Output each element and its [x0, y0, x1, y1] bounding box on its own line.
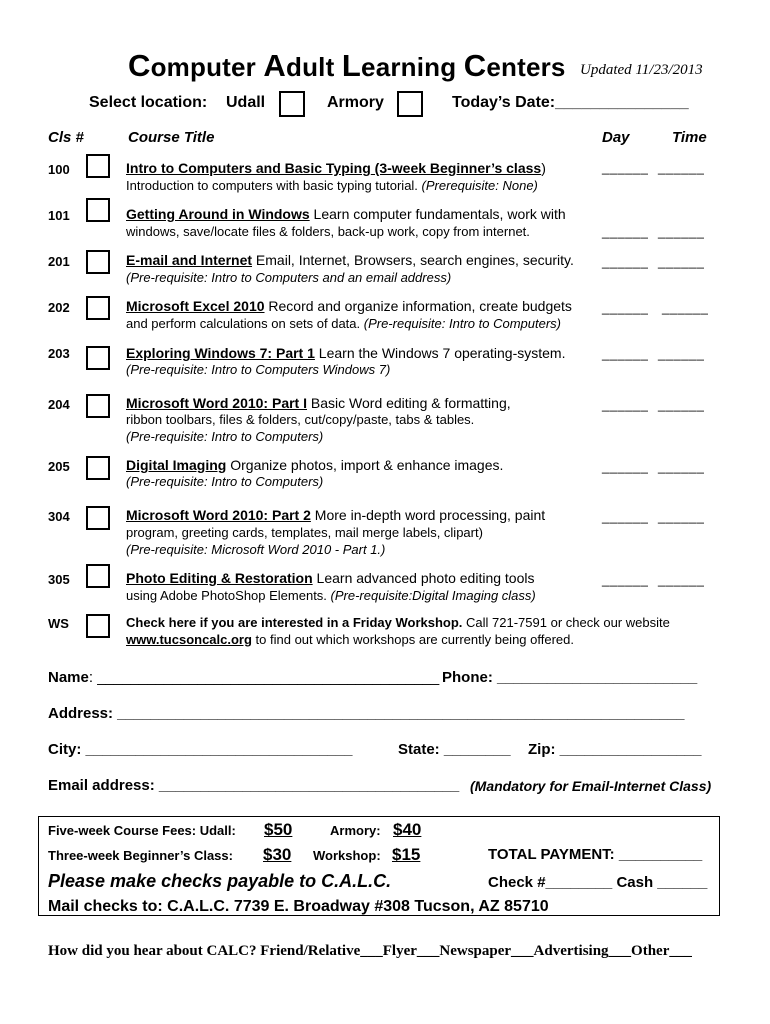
course-text: Learn computer fundamentals, work with — [309, 206, 566, 222]
course-prereq: (Pre-requisite: Intro to Computers) — [126, 429, 324, 444]
course-checkbox[interactable] — [86, 198, 110, 222]
name-field[interactable] — [48, 669, 439, 686]
column-header-day: Day — [602, 129, 630, 146]
course-title: Microsoft Word 2010: Part 2 — [126, 507, 311, 523]
workshop-line2 — [126, 632, 574, 647]
course-text: Learn advanced photo editing tools — [312, 570, 535, 586]
day-field[interactable]: ______ — [602, 397, 649, 412]
mail-address: Mail checks to: C.A.L.C. 7739 E. Broadway #308 Tucson, AZ 85710 — [48, 898, 549, 915]
course-title-line — [126, 160, 546, 176]
website-link[interactable]: www.tucsoncalc.org — [126, 632, 252, 647]
workshop-bold-text: Check here if you are interested in a Friday Workshop. — [126, 615, 463, 630]
course-number: 304 — [48, 509, 70, 524]
total-payment-field[interactable]: TOTAL PAYMENT: __________ — [488, 846, 703, 863]
name-label: Name — [48, 669, 89, 686]
course-prereq: (Pre-requisite: Microsoft Word 2010 - Part 1.) — [126, 542, 386, 557]
course-checkbox[interactable] — [86, 346, 110, 370]
title-rest: omputer — [150, 52, 264, 82]
course-description: ribbon toolbars, files & folders, cut/copy/paste, tabs & tables. — [126, 412, 475, 427]
course-description: windows, save/locate files & folders, back-up work, copy from internet. — [126, 224, 530, 239]
course-description — [126, 316, 561, 331]
title-cap: C — [128, 48, 151, 83]
course-desc-text: and perform calculations on sets of data. — [126, 316, 364, 331]
course-title-close: ) — [541, 160, 546, 176]
course-number: 202 — [48, 300, 70, 315]
city-field[interactable]: City: ________________________________ — [48, 741, 353, 758]
time-field[interactable]: ______ — [658, 224, 705, 239]
name-blank: : _________________________________________ — [88, 669, 440, 686]
title-cap: A — [263, 48, 287, 83]
course-checkbox[interactable] — [86, 250, 110, 274]
course-title: Getting Around in Windows — [126, 206, 310, 222]
course-description: program, greeting cards, templates, mail merge labels, clipart) — [126, 525, 483, 540]
course-desc-text: using Adobe PhotoShop Elements. — [126, 588, 331, 603]
phone-field[interactable]: Phone: ________________________ — [442, 669, 698, 686]
state-field[interactable]: State: ________ — [398, 741, 511, 758]
title-rest: dult — [286, 52, 342, 82]
course-number: 205 — [48, 459, 70, 474]
day-field[interactable]: ______ — [602, 160, 649, 175]
three-week-fee-label: Three-week Beginner’s Class: — [48, 848, 233, 863]
course-prereq: (Prerequisite: None) — [417, 178, 538, 193]
armory-fee-label: Armory: — [330, 823, 381, 838]
location-udall-checkbox[interactable] — [279, 91, 305, 117]
course-prereq: (Pre-requisite: Intro to Computers) — [126, 474, 324, 489]
course-prereq: (Pre-requisite:Digital Imaging class) — [330, 588, 536, 603]
workshop-checkbox[interactable] — [86, 614, 110, 638]
course-title: Digital Imaging — [126, 457, 227, 473]
title-cap: L — [341, 48, 362, 83]
select-location-label: Select location: — [89, 94, 208, 111]
course-text: Basic Word editing & formatting, — [307, 395, 511, 411]
payable-notice: Please make checks payable to C.A.L.C. — [48, 871, 392, 891]
course-prereq: (Pre-requisite: Intro to Computers and an email address) — [126, 270, 452, 285]
course-number: 100 — [48, 162, 70, 177]
time-field[interactable]: ______ — [662, 300, 709, 315]
course-title-line — [126, 570, 535, 586]
course-text: Organize photos, import & enhance images. — [226, 457, 504, 473]
address-field[interactable]: Address: ____________________________________________________________________ — [48, 705, 685, 722]
course-checkbox[interactable] — [86, 564, 110, 588]
five-week-fee-label: Five-week Course Fees: Udall: — [48, 823, 236, 838]
column-header-course-title: Course Title — [128, 129, 215, 146]
armory-fee: $40 — [393, 820, 422, 839]
workshop-text2: to find out which workshops are currently being offered. — [251, 632, 574, 647]
course-title-text: Intro to Computers and Basic Typing — [126, 160, 371, 176]
course-prereq: (Pre-requisite: Intro to Computers Windows 7) — [126, 362, 391, 377]
day-field[interactable]: ______ — [602, 572, 649, 587]
course-checkbox[interactable] — [86, 456, 110, 480]
course-title-line — [126, 298, 572, 314]
day-field[interactable]: ______ — [602, 254, 649, 269]
time-field[interactable]: ______ — [658, 397, 705, 412]
course-title-line — [126, 206, 566, 222]
time-field[interactable]: ______ — [658, 254, 705, 269]
course-description — [126, 178, 538, 193]
time-field[interactable]: ______ — [658, 509, 705, 524]
course-text: Learn the Windows 7 operating-system. — [314, 345, 566, 361]
title-rest: earning — [361, 52, 464, 82]
course-title-extra: (3-week Beginner’s class — [370, 160, 542, 176]
course-title-line — [126, 252, 574, 268]
course-text: More in-depth word processing, paint — [310, 507, 546, 523]
day-field[interactable]: ______ — [602, 224, 649, 239]
course-title-line — [126, 395, 511, 411]
course-text: Email, Internet, Browsers, search engines, security. — [252, 252, 574, 268]
email-note: (Mandatory for Email-Internet Class) — [470, 778, 712, 794]
column-header-cls: Cls # — [48, 129, 84, 146]
time-field[interactable]: ______ — [658, 346, 705, 361]
workshop-text: Call 721-7591 or check our website — [462, 615, 670, 630]
course-description — [126, 588, 536, 603]
course-title: E-mail and Internet — [126, 252, 253, 268]
course-desc-text: Introduction to computers with basic typing tutorial. — [126, 178, 418, 193]
day-field[interactable]: ______ — [602, 300, 649, 315]
workshop-fee-label: Workshop: — [313, 848, 381, 863]
title-rest: enters — [486, 52, 566, 82]
email-field[interactable]: Email address: ____________________________________ — [48, 777, 460, 794]
todays-date-field[interactable]: Today’s Date:_______________ — [452, 94, 689, 111]
time-field[interactable]: ______ — [658, 572, 705, 587]
course-checkbox[interactable] — [86, 394, 110, 418]
course-number: 201 — [48, 254, 70, 269]
udall-fee: $50 — [264, 820, 293, 839]
column-header-time: Time — [672, 129, 707, 146]
workshop-fee: $15 — [392, 845, 421, 864]
updated-date: Updated 11/23/2013 — [580, 62, 703, 78]
course-number: 305 — [48, 572, 70, 587]
course-checkbox[interactable] — [86, 296, 110, 320]
three-week-fee: $30 — [263, 845, 292, 864]
title-cap: C — [463, 48, 487, 83]
course-number: 101 — [48, 208, 70, 223]
workshop-line1 — [126, 615, 670, 630]
course-checkbox[interactable] — [86, 154, 110, 178]
course-title: Microsoft Word 2010: Part I — [126, 395, 308, 411]
zip-field[interactable]: Zip: _________________ — [528, 741, 702, 758]
location-udall-label: Udall — [226, 94, 266, 111]
course-title: Photo Editing & Restoration — [126, 570, 313, 586]
course-title-line — [126, 457, 503, 473]
location-armory-checkbox[interactable] — [397, 91, 423, 117]
page-title — [128, 48, 566, 84]
workshop-number: WS — [48, 616, 69, 631]
course-title-line — [126, 507, 545, 523]
course-checkbox[interactable] — [86, 506, 110, 530]
time-field[interactable]: ______ — [658, 160, 705, 175]
course-number: 203 — [48, 346, 70, 361]
day-field[interactable]: ______ — [602, 459, 649, 474]
location-armory-label: Armory — [327, 94, 384, 111]
time-field[interactable]: ______ — [658, 459, 705, 474]
course-text: Record and organize information, create budgets — [264, 298, 572, 314]
course-title — [126, 160, 541, 176]
course-title-line — [126, 345, 565, 361]
day-field[interactable]: ______ — [602, 509, 649, 524]
referral-survey[interactable]: How did you hear about CALC? Friend/Relative___Flyer___Newspaper___Advertising___Other___ — [48, 943, 692, 959]
day-field[interactable]: ______ — [602, 346, 649, 361]
course-prereq: (Pre-requisite: Intro to Computers) — [363, 316, 561, 331]
check-cash-field[interactable]: Check #________ Cash ______ — [488, 874, 708, 891]
course-title: Microsoft Excel 2010 — [126, 298, 265, 314]
course-number: 204 — [48, 397, 70, 412]
course-title: Exploring Windows 7: Part 1 — [126, 345, 315, 361]
